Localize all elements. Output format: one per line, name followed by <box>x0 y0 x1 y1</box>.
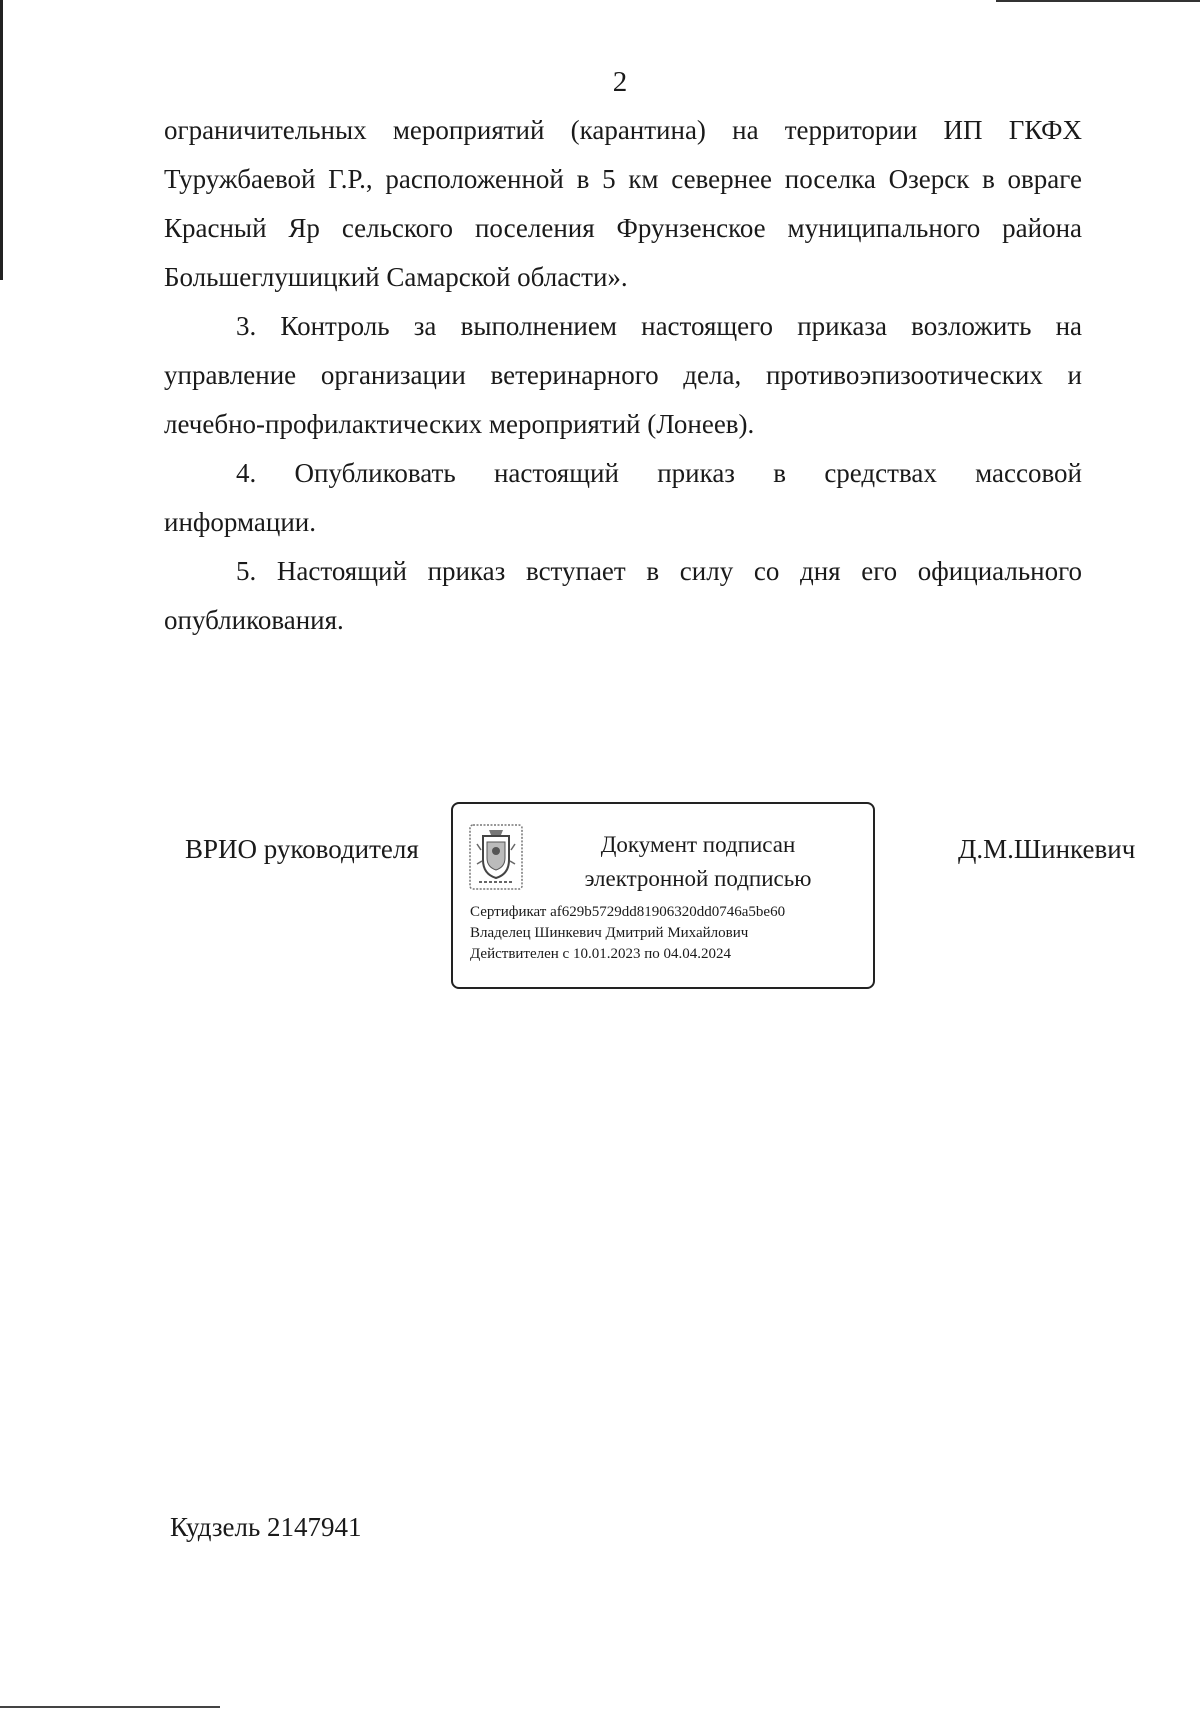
executor-info: Кудзель 2147941 <box>170 1512 362 1542</box>
text-line: 3. Контроль за выполнением настоящего приказа возложить на <box>236 311 1082 341</box>
text-line: 4. Опубликовать настоящий приказ в средствах массовой <box>236 458 1082 488</box>
page-number: 2 <box>612 66 628 98</box>
scan-edge-top <box>996 0 1200 2</box>
signatory-position: ВРИО руководителя <box>185 834 419 864</box>
certificate-number: Сертификат af629b5729dd81906320dd0746a5be60 <box>470 904 786 920</box>
certificate-validity: Действителен с 10.01.2023 по 04.04.2024 <box>470 946 731 962</box>
text-line: лечебно-профилактических мероприятий (Лонеев). <box>164 409 755 439</box>
text-line: ограничительных мероприятий (карантина) на территории ИП ГКФХ <box>164 115 1082 145</box>
paragraph-4 <box>164 449 1082 547</box>
paragraph-3 <box>164 302 1082 449</box>
text-line: 5. Настоящий приказ вступает в силу со дня его официального <box>236 556 1082 586</box>
text-line: информации. <box>164 507 316 537</box>
stamp-title-line: электронной подписью <box>584 866 812 891</box>
paragraph-5 <box>164 547 1082 645</box>
stamp-details <box>470 902 785 965</box>
text-line: Большеглушицкий Самарской области». <box>164 262 628 292</box>
text-line: управление организации ветеринарного дела, противоэпизоотических и <box>164 360 1082 390</box>
stamp-title <box>543 828 853 896</box>
scan-edge-bottom <box>0 1706 220 1708</box>
certificate-owner: Владелец Шинкевич Дмитрий Михайлович <box>470 925 749 941</box>
text-line: Туружбаевой Г.Р., расположенной в 5 км севернее поселка Озерск в овраге <box>164 164 1082 194</box>
paragraph-2-continuation <box>164 106 1082 302</box>
signatory-name: Д.М.Шинкевич <box>958 834 1136 864</box>
stamp-title-line: Документ подписан <box>600 832 796 857</box>
scan-edge-left <box>0 0 3 280</box>
coat-of-arms-icon <box>469 824 523 890</box>
text-line: опубликования. <box>164 605 344 635</box>
text-line: Красный Яр сельского поселения Фрунзенское муниципального района <box>164 213 1082 243</box>
electronic-signature-stamp <box>451 802 875 989</box>
